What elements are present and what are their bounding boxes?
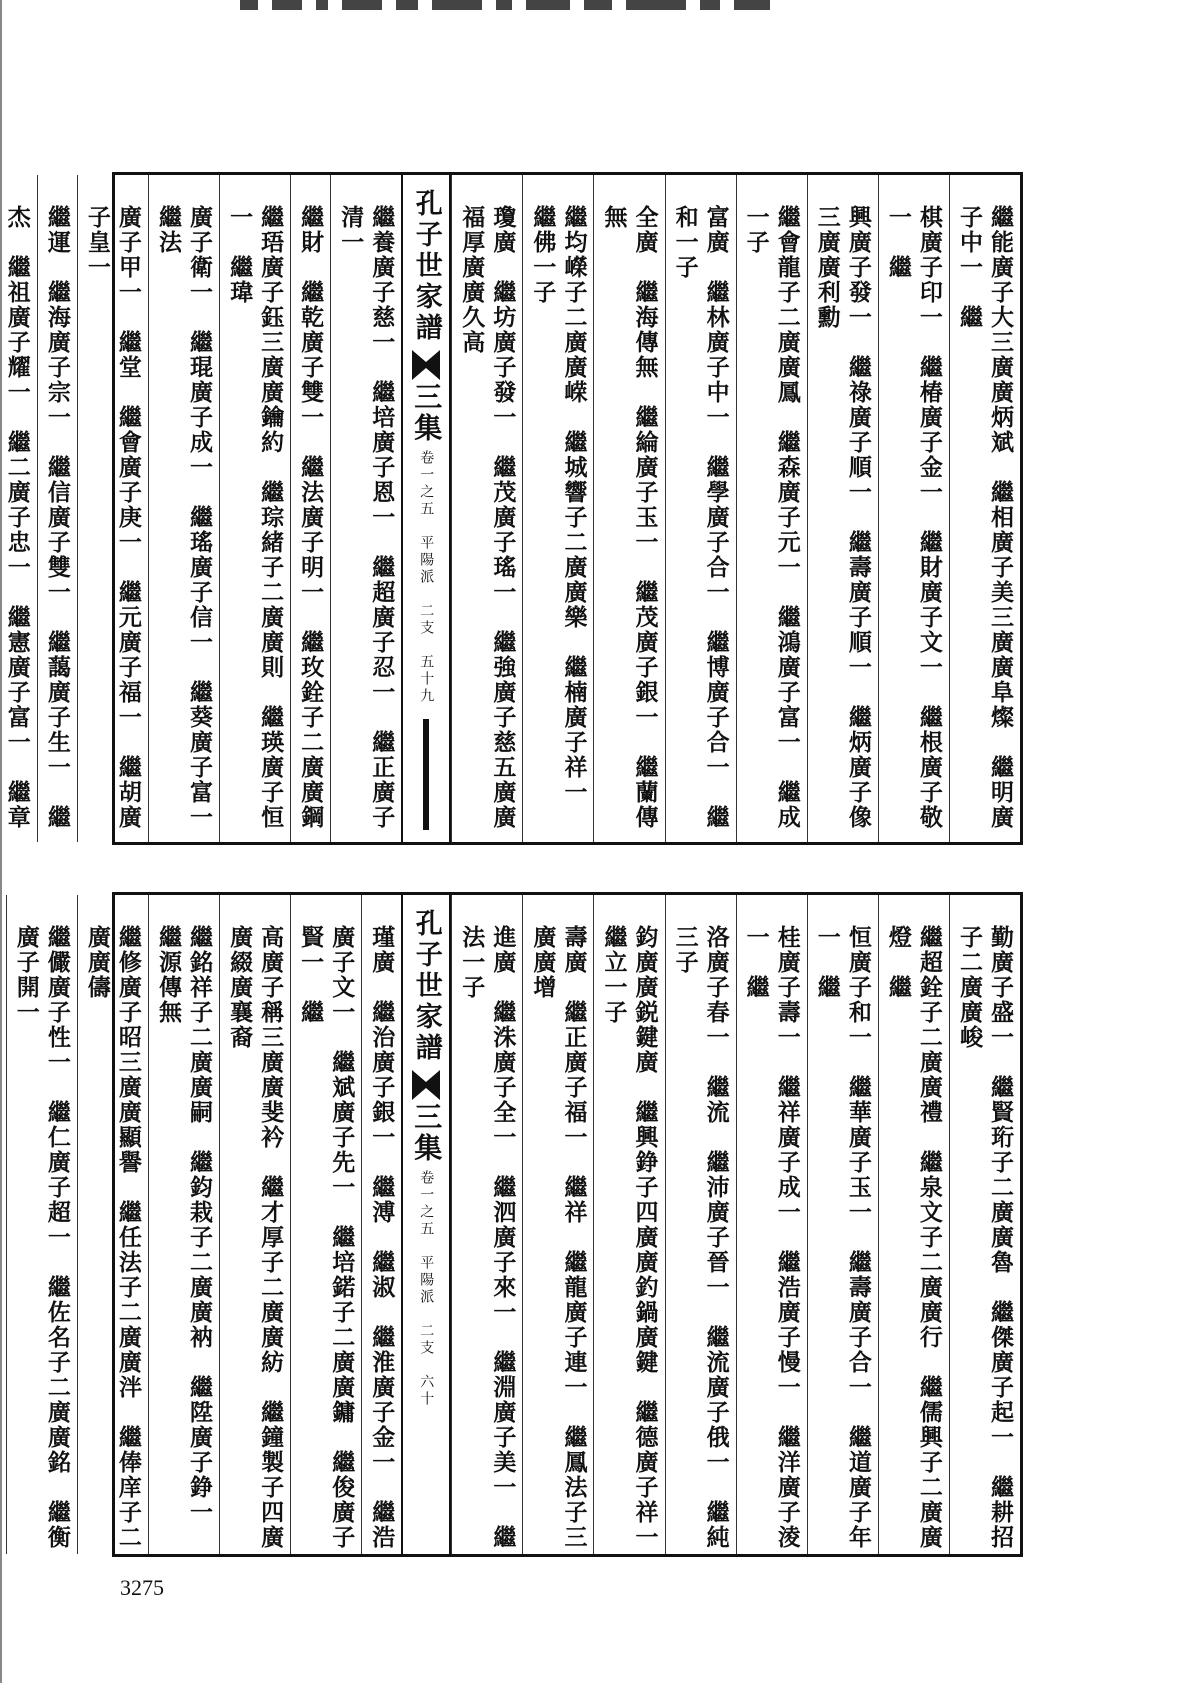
text-column: 繼超銓子二廣廣禮 繼泉文子二廣廣行 繼儒興子二廣廣燈 繼: [878, 895, 949, 1554]
text-column: 棋廣子印一 繼椿廣子金一 繼財廣子文一 繼根廣子敬一 繼: [878, 175, 949, 842]
top-scan-artifact: [240, 0, 960, 24]
genealogy-panel-bottom: [12, 892, 1023, 1575]
fish-tail-mark-icon: [412, 1070, 440, 1100]
page-number: 3275: [120, 1575, 164, 1600]
text-column: 繼珸廣子鈺三廣廣鑰約 繼琮緒子二廣廣則 繼瑛廣子恒一 繼瑋: [219, 175, 290, 842]
text-column: 瓊廣 繼坊廣子發一 繼茂廣子瑤一 繼強廣子慈五廣廣福厚廣廣久高: [451, 175, 522, 842]
book-title: 孔子世家譜: [410, 909, 442, 1064]
section-label: 卷一之五 平陽派 二支 六十: [418, 1170, 435, 1408]
text-column: 富廣 繼林廣子中一 繼學廣子合一 繼博廣子合一 繼和一子: [665, 175, 736, 842]
text-column: 全廣 繼海傳無 繼綸廣子玉一 繼茂廣子銀一 繼蘭傳無: [593, 175, 664, 842]
text-column: 瑾廣 繼治廣子銀一 繼溥 繼淑 繼淮廣子金一 繼浩: [361, 895, 401, 1554]
volume-label: 三集: [410, 382, 444, 444]
book-title: 孔子世家譜: [410, 189, 442, 344]
text-column: 桂廣子壽一 繼祥廣子成一 繼浩廣子慢一 繼洋廣子淩一 繼: [736, 895, 807, 1554]
text-column: 廣子甲一 繼堂 繼會廣子庚一 繼元廣子福一 繼胡廣子皇一: [77, 175, 148, 842]
text-column: 繼會龍子二廣廣鳳 繼森廣子元一 繼鴻廣子富一 繼成一子: [736, 175, 807, 842]
text-column: 廣子衛一 繼琨廣子成一 繼瑤廣子信一 繼葵廣子富一 繼法: [148, 175, 219, 842]
text-column: 洛廣子春一 繼流 繼沛廣子晉一 繼流廣子俄一 繼純三子: [665, 895, 736, 1554]
text-column: 繼儼廣子性一 繼仁廣子超一 繼佐名子二廣廣銘 繼衡廣子開一: [6, 895, 77, 1554]
text-column: 鈞廣廣鋭鍵廣 繼興錚子四廣廣釣鍋廣鍵 繼德廣子祥一 繼立一子: [593, 895, 664, 1554]
text-column: 進廣 繼洙廣子全一 繼泗廣子來一 繼淵廣子美一 繼法一子: [451, 895, 522, 1554]
text-column: 繼運 繼海廣子宗一 繼信廣子雙一 繼藹廣子生一 繼: [37, 175, 77, 842]
center-margin: [401, 175, 451, 842]
text-column: 繼銘祥子二廣廣嗣 繼鈞栽子二廣廣衲 繼陞廣子錚一 繼源傳無: [148, 895, 219, 1554]
text-column: 繼均嶸子二廣廣嵘 繼城響子二廣廣樂 繼楠廣子祥一 繼佛一子: [522, 175, 593, 842]
text-column: 恒廣子和一 繼華廣子玉一 繼壽廣子合一 繼道廣子年一 繼: [807, 895, 878, 1554]
center-bar: [423, 719, 429, 830]
volume-label: 三集: [410, 1102, 444, 1164]
text-column: 繼修廣子昭三廣廣顯譽 繼任法子二廣廣泮 繼俸庠子二廣廣儔: [77, 895, 148, 1554]
text-column: 繼養廣子慈一 繼培廣子恩一 繼超廣子忍一 繼正廣子清一: [330, 175, 401, 842]
text-column: 高廣子稱三廣廣斐衿 繼才厚子二廣廣紡 繼鐘製子四廣廣綴廣襄裔: [219, 895, 290, 1554]
fish-tail-mark-icon: [412, 350, 440, 380]
genealogy-panel-top: [3, 172, 1023, 855]
text-column: 勤廣子盛一 繼賢珩子二廣廣魯 繼傑廣子起一 繼耕招子二廣廣峻: [949, 895, 1020, 1554]
text-column: 廣子文一 繼斌廣子先一 繼培鍩子二廣廣鏞 繼俊廣子賢一 繼: [290, 895, 361, 1554]
section-label: 卷一之五 平陽派 二支 五十九: [418, 450, 435, 705]
text-column: 興廣子發一 繼祿廣子順一 繼壽廣子順一 繼炳廣子像三廣廣利勳: [807, 175, 878, 842]
text-column: 繼財 繼乾廣子雙一 繼法廣子明一 繼玫銓子二廣廣鋼: [290, 175, 330, 842]
text-column: 杰 繼祖廣子耀一 繼二廣子忠一 繼憲廣子富一 繼章: [0, 175, 37, 842]
text-column: 壽廣 繼正廣子福一 繼祥 繼龍廣子連一 繼鳳法子三廣廣增: [522, 895, 593, 1554]
center-margin: [401, 895, 451, 1554]
text-column: 繼能廣子大三廣廣炳斌 繼相廣子美三廣廣阜燦 繼明廣子中一 繼: [949, 175, 1020, 842]
